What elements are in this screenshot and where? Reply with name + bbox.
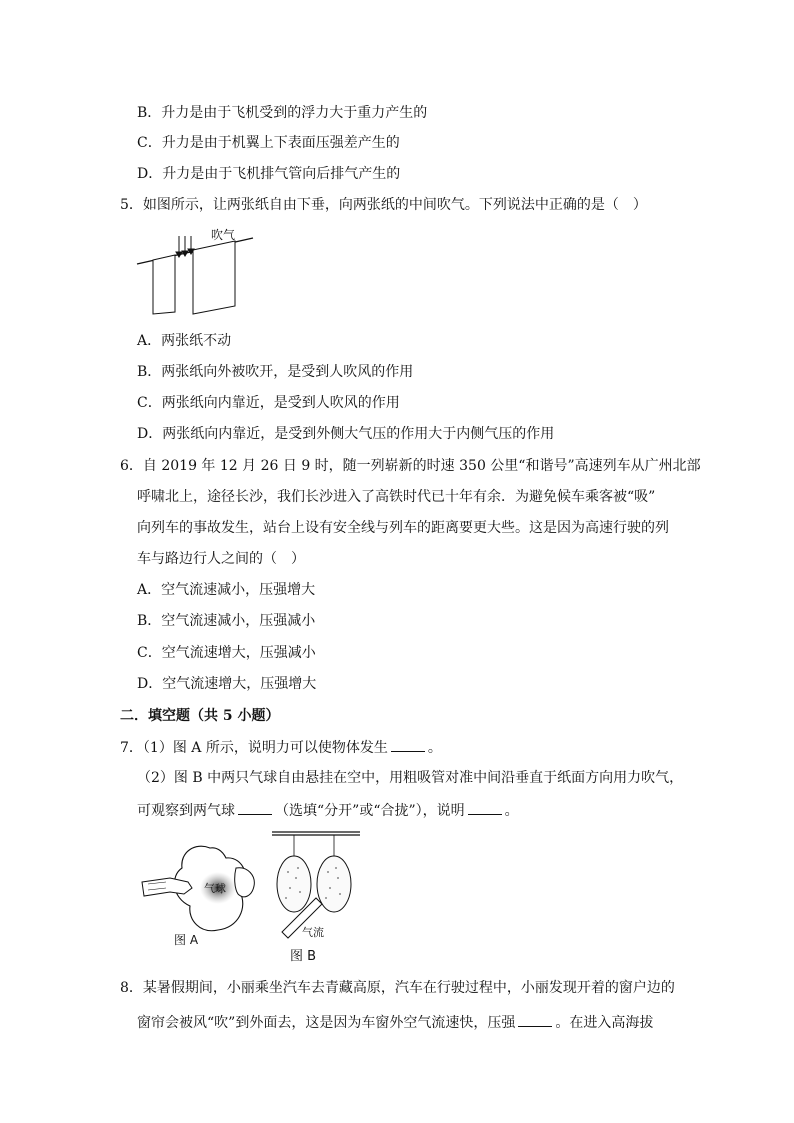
q7-figure-b-flow-label: 气流 [302, 926, 324, 939]
q7-blank-2[interactable] [238, 800, 272, 815]
q6-option-d: D．空气流速增大，压强增大 [137, 676, 317, 692]
q8-line-2-text: 窗帘会被风“吹”到外面去，这是因为车窗外空气流速快，压强 [137, 1015, 516, 1031]
q6-option-a: A．空气流速减小，压强增大 [137, 582, 316, 598]
q8-line-1: 8．某暑假期间，小丽乘坐汽车去青藏高原，汽车在行驶过程中，小丽发现开着的窗户边的 [120, 980, 675, 996]
q7-figure-b-caption: 图 B [290, 949, 317, 964]
q6-option-b: B．空气流速减小，压强减小 [137, 613, 316, 629]
q4-option-b: B．升力是由于飞机受到的浮力大于重力产生的 [137, 105, 428, 121]
q5-option-b: B．两张纸向外被吹开，是受到人吹风的作用 [137, 364, 414, 380]
q5-figure-paper-blowing [135, 226, 255, 318]
q7-part-2-line-2 [137, 800, 519, 821]
q6-line-4: 车与路边行人之间的（ ） [137, 551, 305, 567]
q7-part-2-end: 。 [504, 803, 519, 819]
q8-line-2-end: 。在进入高海拔 [555, 1015, 654, 1031]
section-heading-fill-in: 二．填空题（共 5 小题） [120, 708, 280, 724]
q7-part-2-text-b: （选填“分开”或“合拢”），说明 [275, 803, 465, 819]
q6-line-3: 向列车的事故发生，站台上设有安全线与列车的距离要更大些。这是因为高速行驶的列 [137, 520, 669, 536]
q6-option-c: C．空气流速增大，压强减小 [137, 645, 316, 661]
q7-blank-3[interactable] [468, 800, 502, 815]
q7-part-1 [120, 737, 442, 758]
q5-figure-label: 吹气 [211, 228, 236, 242]
q5-figure-down-arrows [176, 236, 194, 257]
q6-line-1: 6．自 2019 年 12 月 26 日 9 时，随一列崭新的时速 350 公里“和谐号”高速列车从广州北部 [120, 458, 701, 474]
q7-blank-1[interactable] [391, 737, 425, 752]
q7-part-1-end: 。 [427, 740, 442, 756]
q7-figure-a-balloon [140, 838, 270, 946]
q7-figure-a-hand-right [235, 868, 255, 897]
q7-figure-b-balloon-left [277, 856, 311, 912]
q7-part-2-line-1: （2）图 B 中两只气球自由悬挂在空中，用粗吸管对准中间沿垂直于纸面方向用力吹气， [137, 770, 684, 786]
q5-option-c: C．两张纸向内靠近，是受到人吹风的作用 [137, 395, 400, 411]
q5-figure-right-paper [193, 241, 235, 314]
q7-part-2-text-a: 可观察到两气球 [137, 803, 235, 819]
q5-option-d: D．两张纸向内靠近，是受到外侧大气压的作用大于内侧气压的作用 [137, 426, 555, 442]
q7-figure-a-caption: 图 A [174, 933, 199, 946]
q7-figure-b-hanging-balloons [268, 828, 368, 946]
q8-line-2 [137, 1012, 653, 1033]
q8-blank-1[interactable] [518, 1012, 552, 1027]
q7-part-1-text: 7．（1）图 A 所示，说明力可以使物体发生 [120, 740, 388, 756]
q7-figure-a-inner-label: 气球 [204, 882, 226, 895]
q4-option-c: C．升力是由于机翼上下表面压强差产生的 [137, 135, 400, 151]
q5-option-a: A．两张纸不动 [137, 333, 232, 349]
q5-figure-left-paper [153, 255, 175, 314]
q4-option-d: D．升力是由于飞机排气管向后排气产生的 [137, 166, 401, 182]
q5-stem: 5．如图所示，让两张纸自由下垂，向两张纸的中间吹气。下列说法中正确的是（ ） [120, 197, 647, 213]
q6-line-2: 呼啸北上，途径长沙，我们长沙进入了高铁时代已十年有余．为避免候车乘客被“吸” [137, 489, 656, 505]
